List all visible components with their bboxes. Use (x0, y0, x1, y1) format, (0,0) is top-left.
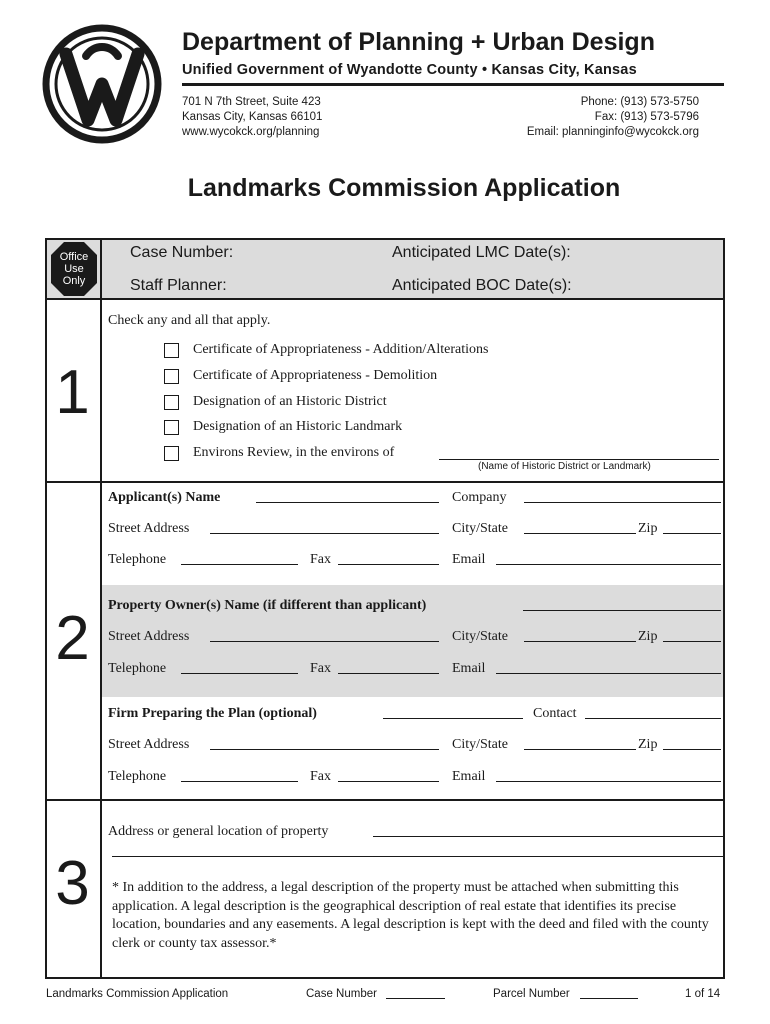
applicant-telephone-field[interactable] (181, 564, 298, 565)
owner-email-field[interactable] (496, 673, 721, 674)
owner-city-label: City/State (452, 629, 508, 644)
owner-fax-label: Fax (310, 661, 331, 676)
case-number-label: Case Number: (130, 244, 234, 261)
option-environs-review: Environs Review, in the environs of (193, 445, 395, 460)
phone-text: Phone: (913) 573-5750 (580, 96, 699, 108)
footer-case-number-label: Case Number (306, 988, 377, 1000)
owner-fax-field[interactable] (338, 673, 439, 674)
applicant-name-label: Applicant(s) Name (108, 490, 221, 505)
office-use-only-badge (50, 241, 98, 297)
applicant-city-label: City/State (452, 521, 508, 536)
firm-city-field[interactable] (524, 749, 636, 750)
wyandotte-logo (42, 24, 162, 144)
section-number-divider (100, 238, 102, 979)
owner-zip-label: Zip (638, 629, 658, 644)
option-designation-district: Designation of an Historic District (193, 394, 387, 409)
section-number-1: 1 (55, 358, 90, 427)
section-divider (45, 481, 725, 483)
applicant-telephone-label: Telephone (108, 552, 167, 567)
applicant-city-field[interactable] (524, 533, 636, 534)
footer-parcel-number-label: Parcel Number (493, 988, 570, 1000)
footer-parcel-number-field[interactable] (580, 998, 638, 999)
property-location-field[interactable] (373, 836, 723, 837)
email-link[interactable]: Email: planninginfo@wycokck.org (526, 126, 699, 138)
firm-email-label: Email (452, 769, 486, 784)
applicant-company-field[interactable] (524, 502, 721, 503)
department-subtitle: Unified Government of Wyandotte County • Kansas City, Kansas (182, 62, 637, 78)
firm-zip-field[interactable] (663, 749, 721, 750)
office-address (182, 95, 322, 140)
owner-zip-field[interactable] (663, 641, 721, 642)
applicant-zip-field[interactable] (663, 533, 721, 534)
section-number-3: 3 (55, 849, 90, 918)
header-divider (182, 83, 724, 86)
fax-text: Fax: (913) 573-5796 (594, 111, 699, 123)
section-number-2: 2 (55, 604, 90, 673)
option-designation-landmark: Designation of an Historic Landmark (193, 419, 403, 434)
footer-doc-name: Landmarks Commission Application (46, 988, 229, 1000)
property-location-field-line2[interactable] (112, 856, 723, 857)
environs-hint: (Name of Historic District or Landmark) (478, 461, 651, 472)
website-link[interactable]: www.wycokck.org/planning (182, 126, 320, 138)
applicant-email-label: Email (452, 552, 486, 567)
firm-telephone-field[interactable] (181, 781, 298, 782)
check-instruction: Check any and all that apply. (108, 313, 271, 328)
checkbox-coa-demolition[interactable] (164, 369, 179, 384)
checkbox-coa-addition[interactable] (164, 343, 179, 358)
checkbox-environs-review[interactable] (164, 446, 179, 461)
owner-street-field[interactable] (210, 641, 439, 642)
checkbox-designation-landmark[interactable] (164, 420, 179, 435)
firm-email-field[interactable] (496, 781, 721, 782)
owner-city-field[interactable] (524, 641, 636, 642)
property-location-label: Address or general location of property (108, 824, 329, 839)
office-badge-line1: Office (59, 251, 89, 263)
applicant-street-label: Street Address (108, 521, 190, 536)
street-address-text: 701 N 7th Street, Suite 423 (182, 96, 321, 108)
form-title: Landmarks Commission Application (187, 174, 621, 202)
applicant-street-field[interactable] (210, 533, 439, 534)
applicant-company-label: Company (452, 490, 507, 505)
section-divider (45, 799, 725, 801)
owner-name-label: Property Owner(s) Name (if different than applicant) (108, 598, 427, 613)
firm-street-label: Street Address (108, 737, 190, 752)
option-coa-addition: Certificate of Appropriateness - Addition/Alterations (193, 342, 489, 357)
applicant-fax-label: Fax (310, 552, 331, 567)
legal-description-note: * In addition to the address, a legal description of the property must be attached when submitting this application. A legal description is the geographical description of real estate that identifies its precise location, boundaries and any easements. A legal description is kept with the deed and filed with the county clerk or county tax assessor.* (112, 880, 709, 951)
firm-name-field[interactable] (383, 718, 523, 719)
firm-telephone-label: Telephone (108, 769, 167, 784)
owner-telephone-label: Telephone (108, 661, 167, 676)
office-badge-line2: Use (64, 263, 84, 275)
firm-contact-field[interactable] (585, 718, 721, 719)
office-contact (527, 95, 699, 140)
firm-contact-label: Contact (533, 706, 577, 721)
firm-street-field[interactable] (210, 749, 439, 750)
environs-name-field[interactable] (439, 459, 719, 460)
applicant-name-field[interactable] (256, 502, 439, 503)
option-coa-demolition: Certificate of Appropriateness - Demolition (193, 368, 438, 383)
city-text: Kansas City, Kansas 66101 (182, 111, 323, 123)
lmc-date-label: Anticipated LMC Date(s): (392, 244, 571, 261)
section-divider (45, 298, 725, 300)
applicant-fax-field[interactable] (338, 564, 439, 565)
department-title: Department of Planning + Urban Design (182, 28, 655, 56)
owner-telephone-field[interactable] (181, 673, 298, 674)
checkbox-designation-district[interactable] (164, 395, 179, 410)
office-badge-line3: Only (62, 275, 86, 287)
firm-name-label: Firm Preparing the Plan (optional) (108, 706, 317, 721)
footer-case-number-field[interactable] (386, 998, 445, 999)
applicant-email-field[interactable] (496, 564, 721, 565)
firm-zip-label: Zip (638, 737, 658, 752)
firm-fax-label: Fax (310, 769, 331, 784)
owner-street-label: Street Address (108, 629, 190, 644)
owner-name-field[interactable] (523, 610, 721, 611)
firm-city-label: City/State (452, 737, 508, 752)
applicant-zip-label: Zip (638, 521, 658, 536)
staff-planner-label: Staff Planner: (130, 277, 227, 294)
owner-email-label: Email (452, 661, 486, 676)
firm-fax-field[interactable] (338, 781, 439, 782)
boc-date-label: Anticipated BOC Date(s): (392, 277, 572, 294)
footer-page-number: 1 of 14 (685, 988, 721, 1000)
